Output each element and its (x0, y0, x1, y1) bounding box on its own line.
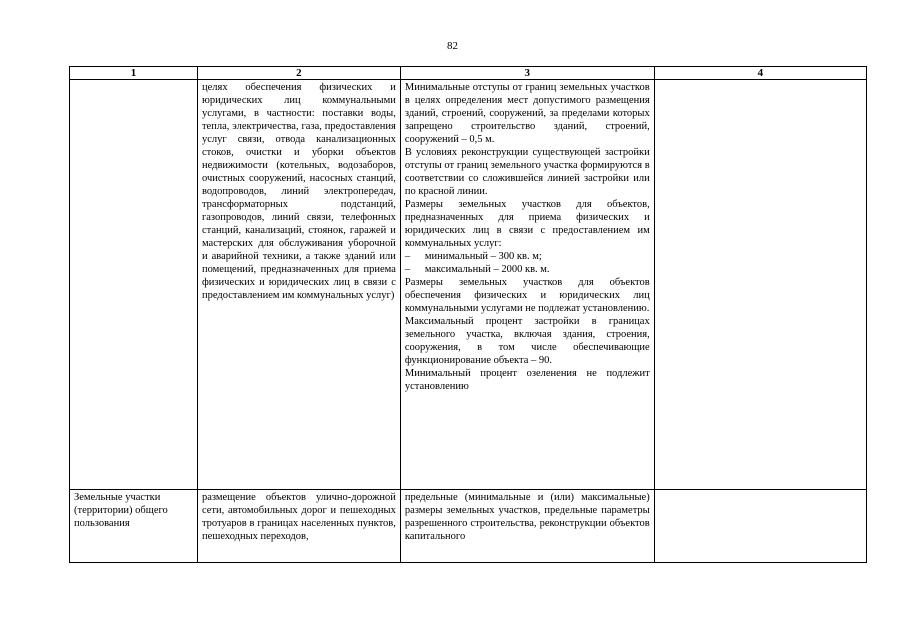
row1-col3-paragraph: Размеры земельных участков для объектов обеспечения физических и юридических лиц коммунальными услугами не подлежат установлению. (404, 277, 650, 314)
row2-col2-cell: размещение объектов улично-дорожной сети, автомобильных дорог и пешеходных тротуаров в границах населенных пунктов, пешеходных переходов, (197, 490, 400, 563)
list-dash: – (404, 264, 411, 275)
header-col-1: 1 (70, 67, 198, 80)
regulations-table (69, 66, 867, 563)
list-item-text: максимальный – 2000 кв. м. (424, 264, 550, 275)
row2-col4-cell (654, 490, 866, 563)
list-item-text: минимальный – 300 кв. м; (424, 251, 542, 262)
table-row (70, 490, 867, 563)
list-item (405, 263, 650, 276)
table-header-row (70, 67, 867, 80)
header-col-2: 2 (197, 67, 400, 80)
header-col-3: 3 (400, 67, 654, 80)
row1-col3-paragraph: Максимальный процент застройки в границах земельного участка, включая здания, строения, сооружения, в том числе обеспечивающие функционирование объекта – 90. (404, 316, 650, 366)
row2-col3-cell: предельные (минимальные и (или) максимальные) размеры земельных участков, предельные параметры разрешенного строительства, реконструкции объектов капитального (400, 490, 654, 563)
row1-col3-paragraph: Размеры земельных участков для объектов, предназначенных для приема физических и юридических лиц в связи с предоставлением им коммунальных услуг: (404, 199, 650, 249)
table-row (70, 80, 867, 490)
row2-col1-cell: Земельные участки (территории) общего пользования (70, 490, 198, 563)
row1-col3-paragraph: Минимальные отступы от границ земельных участков в целях определения мест допустимого размещения зданий, строений, сооружений, за пределами которых запрещено строительство зданий, строений, сооружений – 0,5 м. (404, 82, 650, 145)
page-number: 82 (447, 40, 458, 52)
row1-col3-cell (400, 80, 654, 490)
list-item (405, 250, 650, 263)
list-dash: – (404, 251, 411, 262)
row1-col4-cell (654, 80, 866, 490)
row1-col1-cell (70, 80, 198, 490)
row1-col2-cell: целях обеспечения физических и юридических лиц коммунальными услугами, в частности: поставки воды, тепла, электричества, газа, предоставления услуг связи, отвода канализационных стоков, очистки и уборки объектов недвижимости (котельных, водозаборов, очистных сооружений, насосных станций, водопроводов, линий электропередач, трансформаторных подстанций, газопроводов, линий связи, телефонных станций, канализаций, стоянок, гаражей и мастерских для обслуживания уборочной и аварийной техники, а также зданий или помещений, предназначенных для приема физических и юридических лиц в связи с предоставлением им коммунальных услуг) (197, 80, 400, 490)
row1-col3-paragraph: В условиях реконструкции существующей застройки отступы от границ земельного участка формируются в соответствии со сложившейся линией застройки или по красной линии. (404, 147, 650, 197)
header-col-4: 4 (654, 67, 866, 80)
row1-col3-paragraph: Минимальный процент озеленения не подлежит установлению (404, 368, 650, 392)
